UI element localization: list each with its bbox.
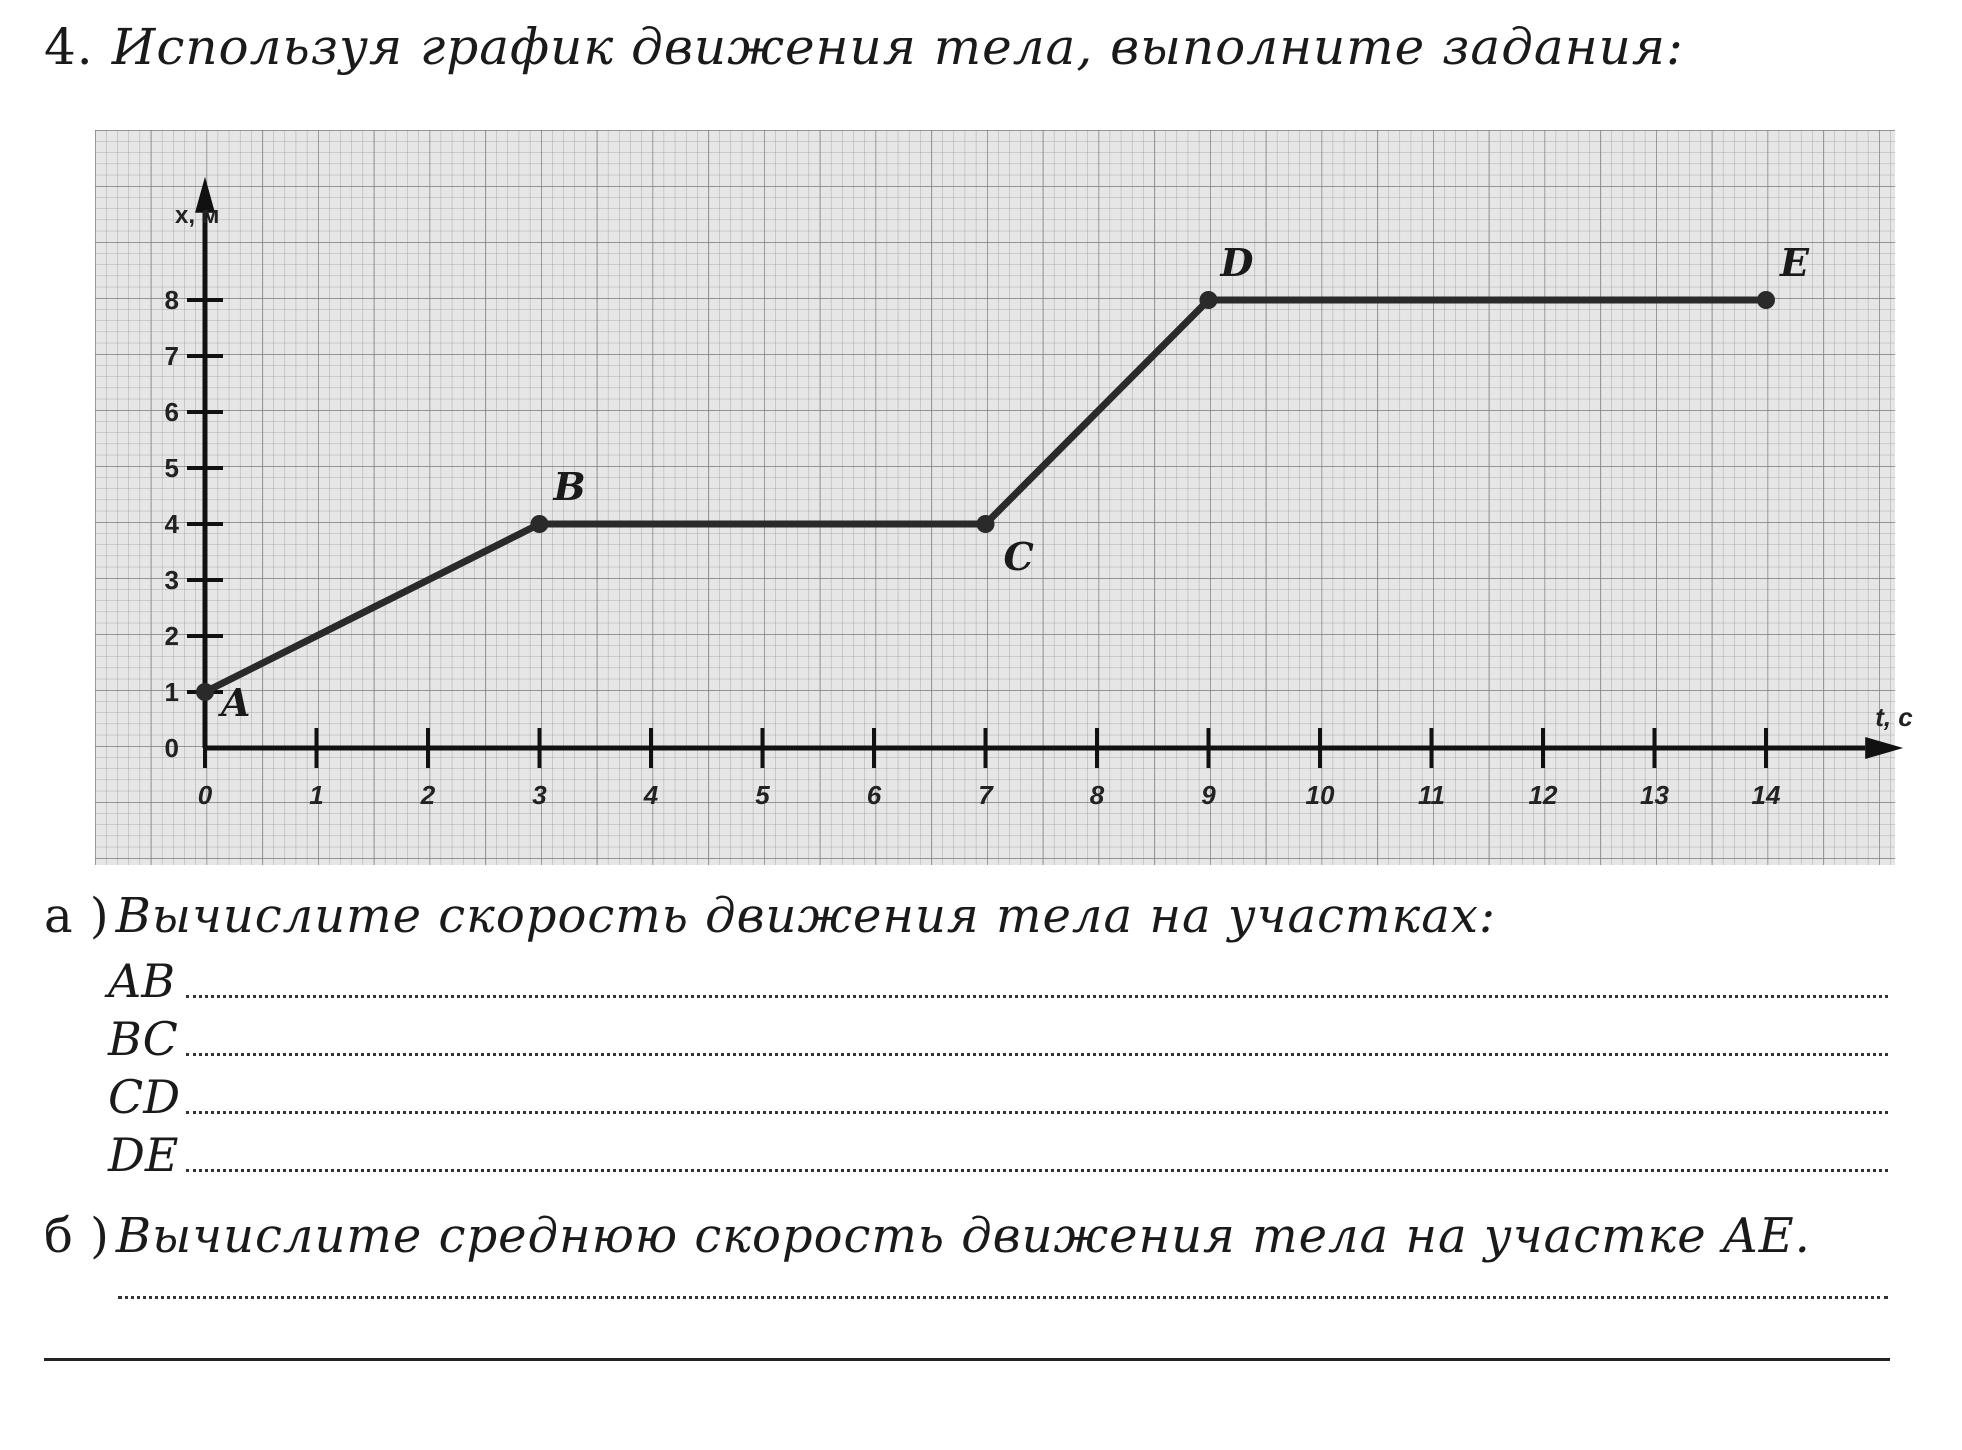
segment-label-ab: AB	[108, 954, 176, 1008]
point-c	[977, 515, 995, 533]
bottom-divider	[44, 1358, 1890, 1361]
x-tick-label-14: 14	[1751, 780, 1781, 810]
point-label-c: C	[1003, 534, 1034, 579]
x-tick-label-3: 3	[532, 780, 547, 810]
x-tick-label-10: 10	[1305, 780, 1335, 810]
point-label-b: B	[553, 464, 586, 509]
answer-row-ab	[108, 948, 1888, 1008]
x-tick-label-11: 11	[1418, 780, 1445, 810]
answer-line-ae[interactable]	[118, 1296, 1888, 1299]
point-a	[196, 683, 214, 701]
point-label-a: A	[221, 680, 251, 725]
point-e	[1757, 291, 1775, 309]
motion-graph	[95, 130, 1913, 865]
point-label-d: D	[1220, 240, 1254, 285]
question-b-marker: б )	[44, 1208, 110, 1264]
x-tick-label-9: 9	[1201, 780, 1216, 810]
point-label-e: E	[1780, 240, 1809, 285]
y-axis-label: x, м	[175, 201, 220, 229]
point-d	[1200, 291, 1218, 309]
answer-row-cd	[108, 1064, 1888, 1124]
x-tick-label-6: 6	[866, 780, 882, 810]
point-b	[531, 515, 549, 533]
y-tick-label-3: 3	[164, 565, 179, 595]
answer-row-de	[108, 1122, 1888, 1182]
grid	[95, 130, 1895, 865]
x-tick-label-1: 1	[309, 780, 324, 810]
segment-label-bc: BC	[108, 1012, 178, 1066]
question-b-text: Вычислите среднюю скорость движения тела на участке AE.	[115, 1208, 1811, 1264]
y-tick-label-5: 5	[164, 453, 179, 483]
answer-line-de[interactable]	[186, 1169, 1888, 1172]
x-tick-label-12: 12	[1528, 780, 1558, 810]
x-tick-label-7: 7	[978, 780, 993, 810]
x-tick-label-4: 4	[643, 780, 659, 810]
answer-line-ab[interactable]	[186, 995, 1888, 998]
x-tick-label-13: 13	[1640, 780, 1669, 810]
task-text: Используя график движения тела, выполните задания:	[111, 18, 1684, 76]
segment-label-cd: CD	[108, 1070, 181, 1124]
question-a-text: Вычислите скорость движения тела на участках:	[115, 888, 1497, 944]
x-tick-label-8: 8	[1089, 780, 1105, 810]
y-tick-label-7: 7	[164, 341, 179, 371]
y-tick-label-0: 0	[164, 733, 179, 763]
x-tick-label-0: 0	[197, 780, 213, 810]
y-tick-label-8: 8	[164, 285, 179, 315]
task-number: 4.	[44, 18, 94, 76]
question-a-marker: а )	[44, 888, 110, 944]
answer-line-cd[interactable]	[186, 1111, 1888, 1114]
segment-label-de: DE	[108, 1128, 179, 1182]
task-title	[44, 18, 1684, 76]
y-tick-label-4: 4	[164, 509, 179, 539]
answer-line-bc[interactable]	[186, 1053, 1888, 1056]
y-tick-label-6: 6	[164, 397, 179, 427]
x-tick-label-2: 2	[420, 780, 436, 810]
y-tick-label-1: 1	[164, 677, 179, 707]
x-tick-label-5: 5	[755, 780, 770, 810]
question-a	[44, 888, 1496, 944]
grid-coarse	[95, 130, 1895, 865]
question-b	[44, 1208, 1811, 1264]
y-tick-label-2: 2	[164, 621, 179, 651]
answer-row-bc	[108, 1006, 1888, 1066]
x-axis-label: t, с	[1875, 702, 1913, 732]
